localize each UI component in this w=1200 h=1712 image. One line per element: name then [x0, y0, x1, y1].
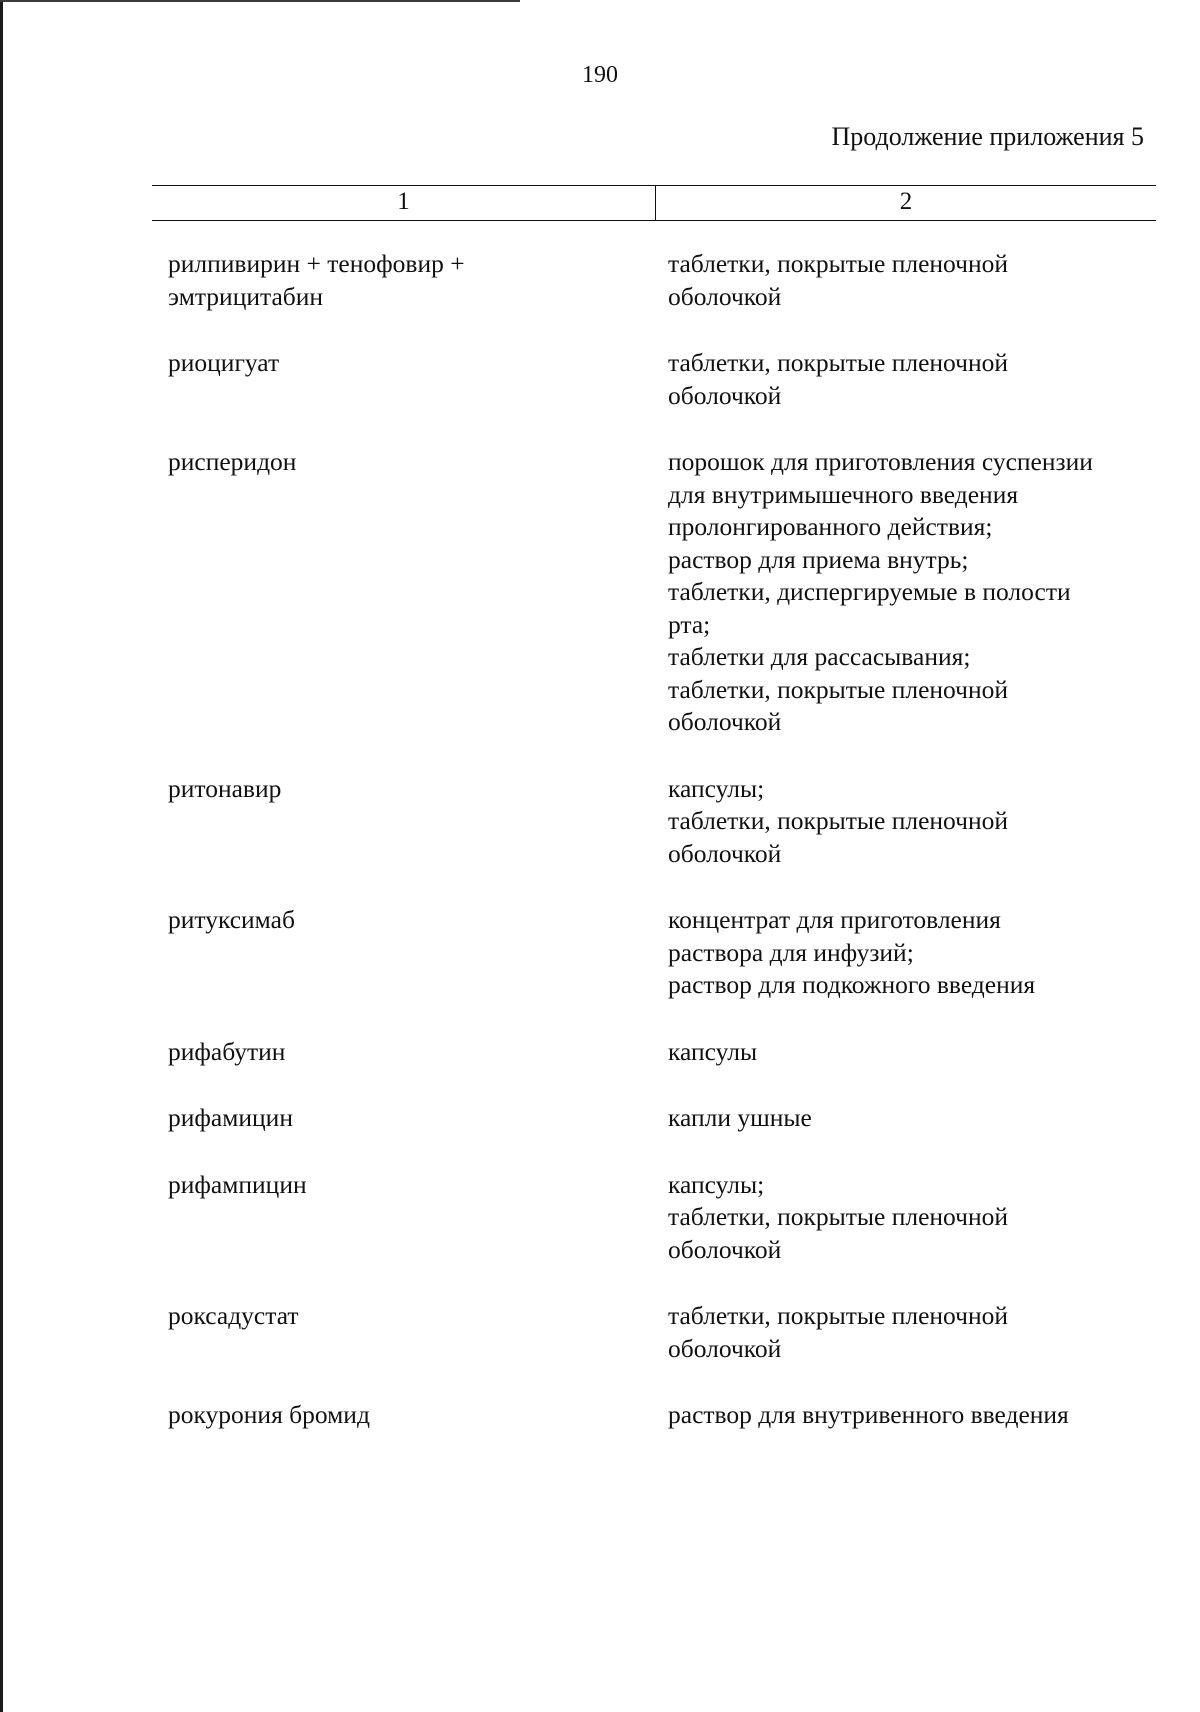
dosage-form-cell: [668, 1399, 1158, 1432]
table-header: [152, 185, 1156, 221]
drug-name-cell: [168, 248, 668, 313]
dosage-form-line: для внутримышечного введения: [668, 479, 1019, 509]
drug-name-line: риоцигуат: [168, 348, 280, 377]
dosage-form-line: оболочкой: [668, 838, 782, 868]
dosage-form-line: оболочкой: [668, 1333, 782, 1363]
table-row: [168, 446, 1158, 739]
drug-name-line: роксадустат: [168, 1301, 299, 1330]
drug-name-cell: [168, 1036, 668, 1069]
drug-name-line: рифамицин: [168, 1103, 293, 1132]
dosage-form-line: оболочкой: [668, 707, 782, 736]
dosage-form-cell: [668, 446, 1158, 739]
page-number: 190: [582, 62, 618, 88]
table-row: [168, 248, 1158, 313]
dosage-form-cell: [668, 1102, 1158, 1135]
drug-name-line: рилпивирин + тенофовир +: [168, 249, 465, 278]
dosage-form-line: капсулы;: [668, 1169, 765, 1199]
drug-name-cell: [168, 347, 668, 412]
table-row: [168, 1169, 1158, 1267]
column-header-1: 1: [152, 186, 656, 220]
dosage-form-cell: [668, 1169, 1158, 1267]
scan-edge-top: [0, 0, 520, 2]
table-row: [168, 904, 1158, 1002]
dosage-form-line: капсулы;: [668, 773, 765, 803]
dosage-form-cell: [668, 904, 1158, 1002]
dosage-form-cell: [668, 1300, 1158, 1365]
dosage-form-line: пролонгированного действия;: [668, 512, 993, 541]
dosage-form-line: таблетки, покрытые пленочной: [668, 1202, 1009, 1231]
dosage-form-line: таблетки, покрытые пленочной: [668, 348, 1009, 377]
drug-name-cell: [168, 1300, 668, 1365]
dosage-form-cell: [668, 347, 1158, 412]
table-row: [168, 1036, 1158, 1069]
dosage-form-line: таблетки, диспергируемые в полости: [668, 577, 1071, 606]
drug-name-cell: [168, 773, 668, 871]
dosage-form-line: раствор для внутривенного введения: [668, 1400, 1069, 1429]
dosage-form-line: оболочкой: [668, 1234, 782, 1264]
table-row: [168, 1300, 1158, 1365]
dosage-form-line: рта;: [668, 609, 711, 639]
drug-name-line: ритонавир: [168, 773, 282, 803]
dosage-form-line: порошок для приготовления суспензии: [668, 447, 1093, 476]
dosage-form-line: таблетки, покрытые пленочной: [668, 1301, 1009, 1330]
appendix-title: Продолжение приложения 5: [831, 122, 1144, 151]
dosage-form-line: таблетки, покрытые пленочной: [668, 249, 1009, 278]
table-body: [168, 248, 1158, 1466]
dosage-form-line: капсулы: [668, 1036, 758, 1066]
table-row: [168, 1399, 1158, 1432]
table-row: [168, 347, 1158, 412]
scan-edge-left: [0, 0, 3, 1712]
drug-name-cell: [168, 1169, 668, 1267]
drug-name-line: ритуксимаб: [168, 905, 295, 934]
dosage-form-line: раствор для приема внутрь;: [668, 544, 969, 574]
dosage-form-cell: [668, 1036, 1158, 1069]
drug-name-cell: [168, 1102, 668, 1135]
drug-name-line: рокурония бромид: [168, 1400, 370, 1429]
dosage-form-line: раствора для инфузий;: [668, 937, 914, 967]
column-header-2: 2: [899, 188, 913, 215]
drug-name-line: рифампицин: [168, 1169, 307, 1199]
table-row: [168, 773, 1158, 871]
drug-name-line: рифабутин: [168, 1036, 286, 1066]
dosage-form-cell: [668, 773, 1158, 871]
drug-name-line: эмтрицитабин: [168, 281, 324, 311]
dosage-form-line: раствор для подкожного введения: [668, 970, 1036, 999]
dosage-form-line: оболочкой: [668, 380, 782, 410]
dosage-form-line: таблетки для рассасывания;: [668, 642, 971, 671]
dosage-form-cell: [668, 248, 1158, 313]
dosage-form-line: таблетки, покрытые пленочной: [668, 806, 1009, 835]
table-row: [168, 1102, 1158, 1135]
dosage-form-line: таблетки, покрытые пленочной: [668, 674, 1009, 704]
drug-name-cell: [168, 446, 668, 739]
drug-name-line: рисперидон: [168, 447, 297, 476]
dosage-form-line: капли ушные: [668, 1103, 812, 1132]
drug-name-cell: [168, 1399, 668, 1432]
dosage-form-line: оболочкой: [668, 281, 782, 311]
dosage-form-line: концентрат для приготовления: [668, 905, 1001, 934]
drug-name-cell: [168, 904, 668, 1002]
